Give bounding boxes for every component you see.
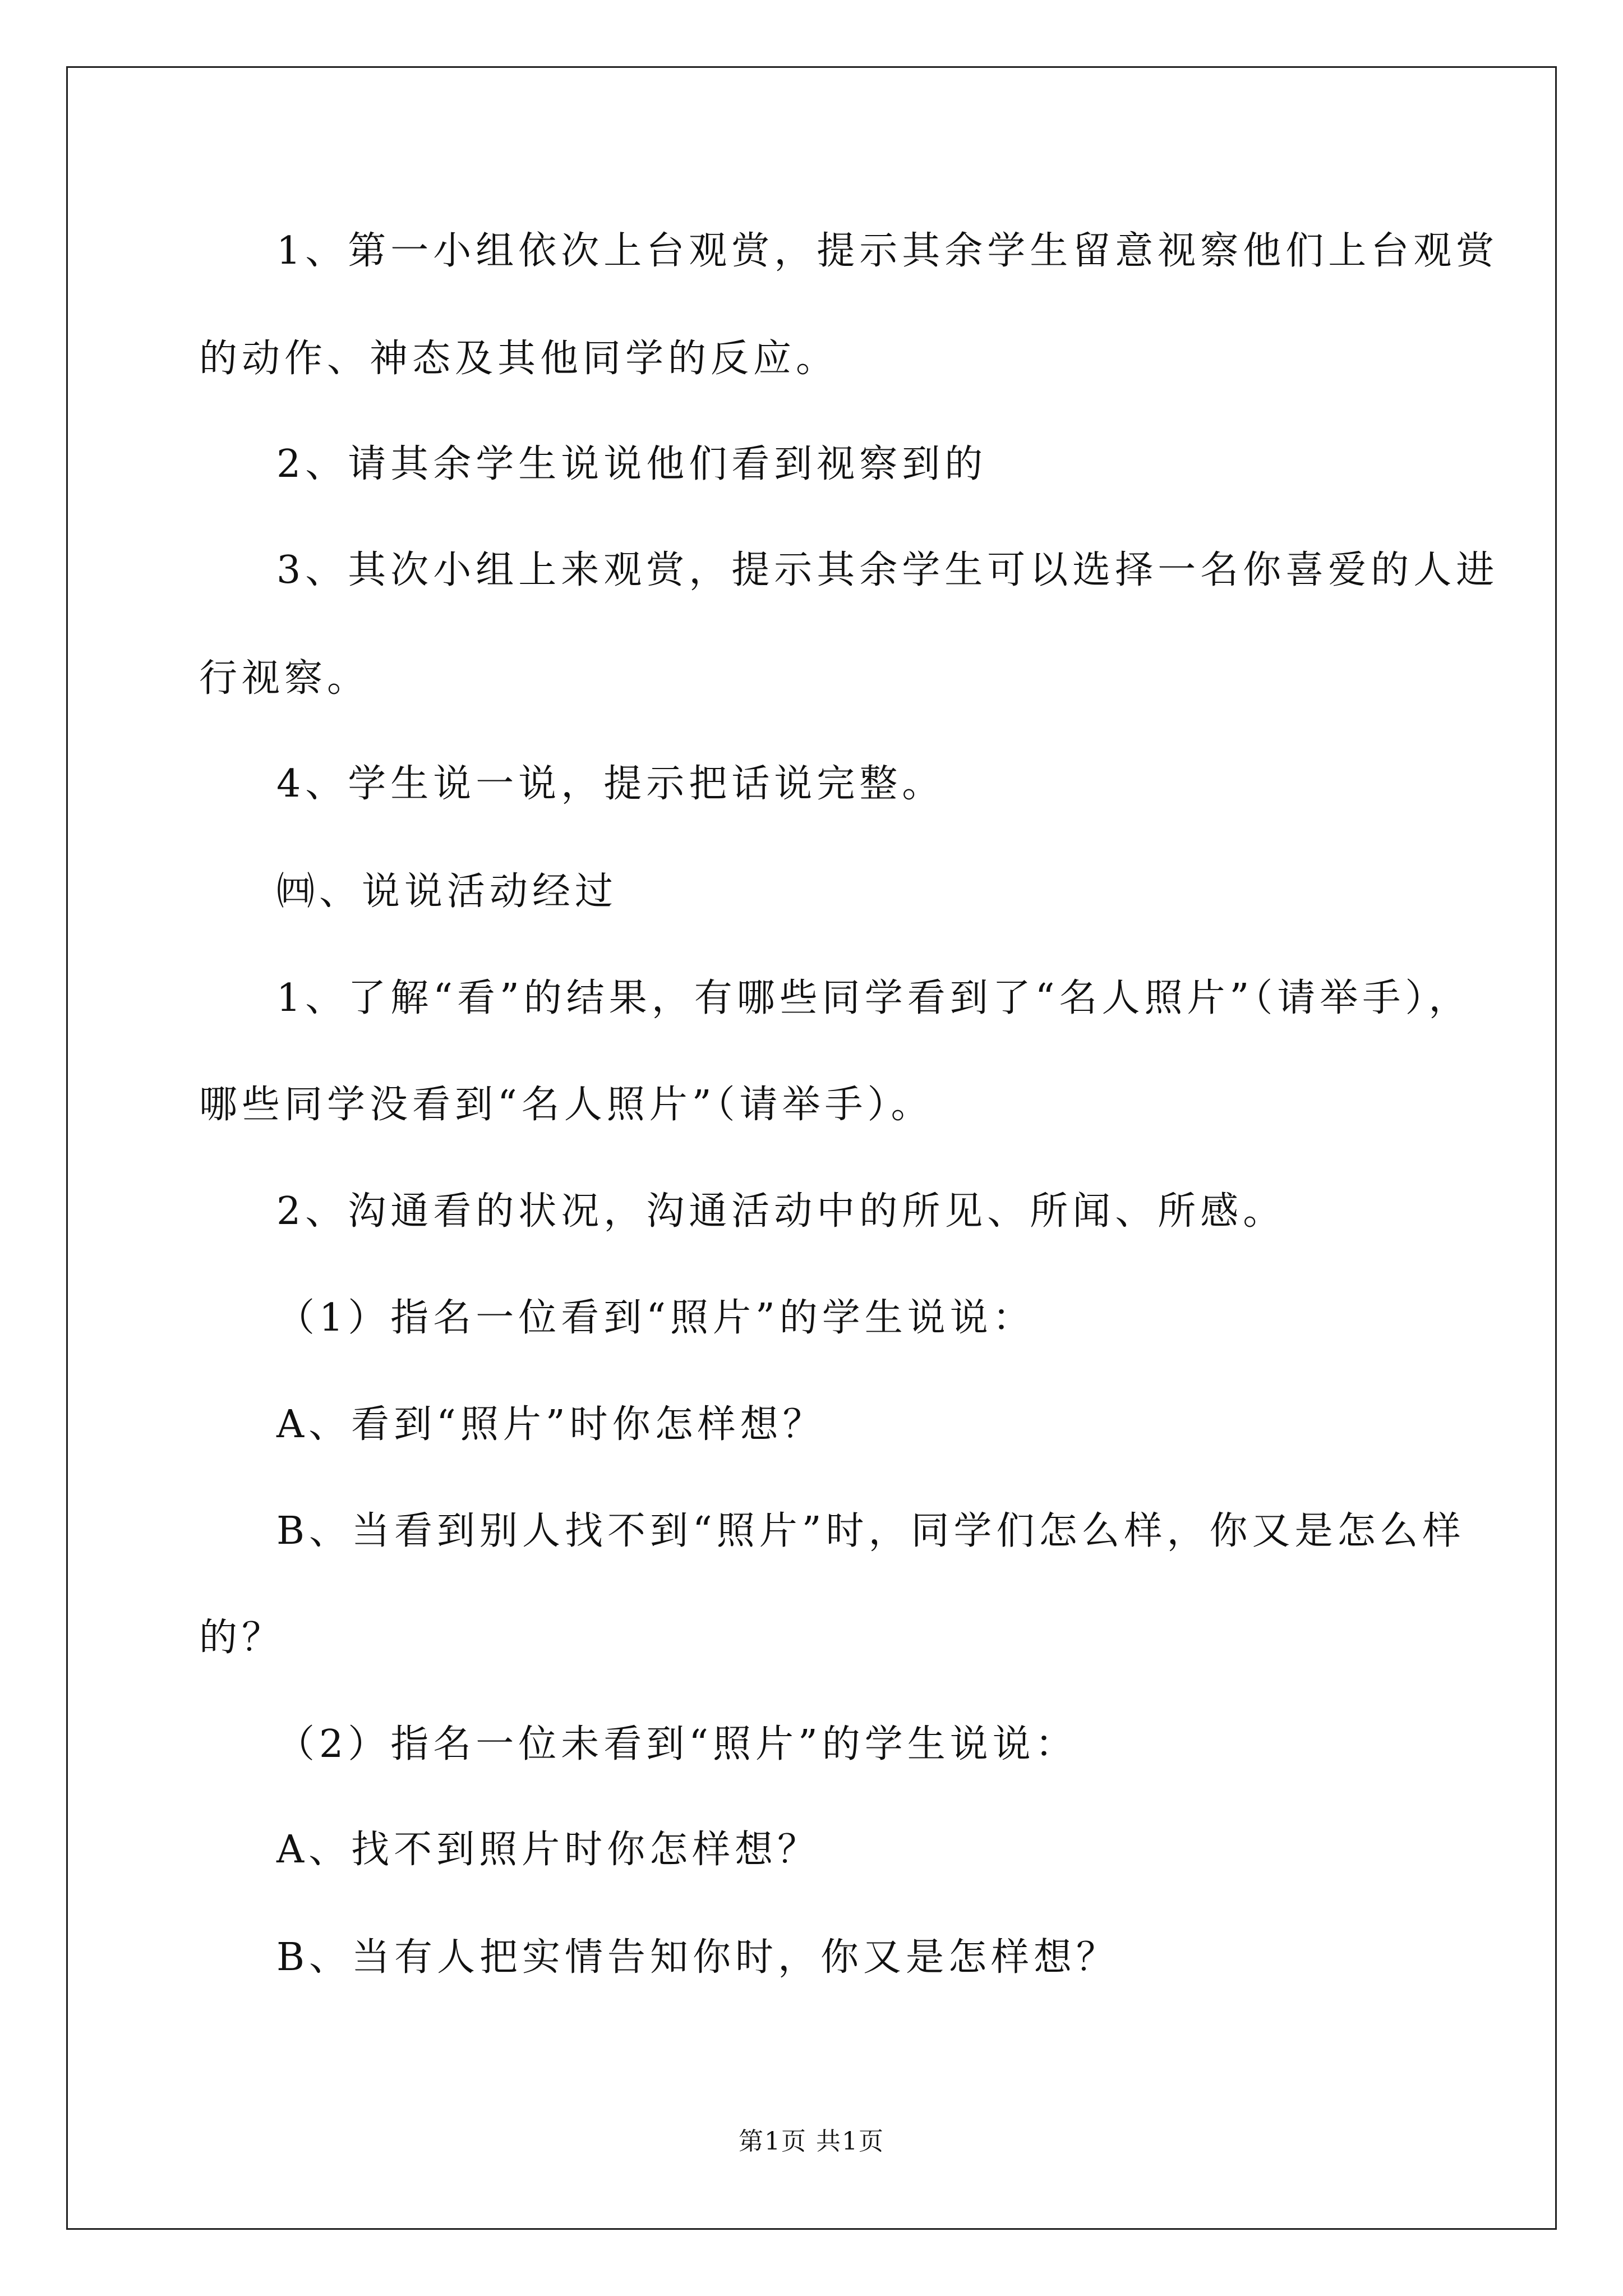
p8-line1: （1）指名一位看到“照片”的学生说说： bbox=[276, 1296, 1035, 1340]
p6-line1: 1、了解“看”的结果，有哪些同学看到了“名人照片”（请举手）， bbox=[276, 976, 1472, 1020]
p2-line1: 2、请其余学生说说他们看到视察到的 bbox=[276, 442, 988, 486]
p1-line1: 1、第一小组依次上台观赏，提示其余学生留意视察他们上台观赏 bbox=[276, 229, 1499, 273]
p3-line2: 行视察。 bbox=[199, 656, 370, 701]
p3-line1: 3、其次小组上来观赏，提示其余学生可以选择一名你喜爱的人进 bbox=[276, 548, 1499, 592]
p7-line1: 2、沟通看的状况，沟通活动中的所见、所闻、所感。 bbox=[276, 1189, 1286, 1234]
p10-line2: 的？ bbox=[199, 1616, 285, 1660]
p11-line1: （2）指名一位未看到“照片”的学生说说： bbox=[276, 1722, 1078, 1766]
p5-line1: ㈣、说说活动经过 bbox=[276, 869, 618, 914]
p13-line1: B、当有人把实情告知你时，你又是怎样想？ bbox=[276, 1935, 1119, 1980]
p9-line1: A、看到“照片”时你怎样想？ bbox=[276, 1402, 826, 1447]
p1-line2: 的动作、神态及其他同学的反应。 bbox=[199, 337, 839, 381]
p12-line1: A、找不到照片时你怎样想？ bbox=[276, 1828, 820, 1872]
page-border bbox=[66, 66, 1557, 2230]
page-footer: 第1页 共1页 bbox=[739, 2127, 884, 2156]
p10-line1: B、当看到别人找不到“照片”时，同学们怎么样，你又是怎么样 bbox=[276, 1509, 1465, 1553]
p6-line2: 哪些同学没看到“名人照片”（请举手）。 bbox=[199, 1083, 934, 1127]
p4-line1: 4、学生说一说，提示把话说完整。 bbox=[276, 762, 945, 806]
